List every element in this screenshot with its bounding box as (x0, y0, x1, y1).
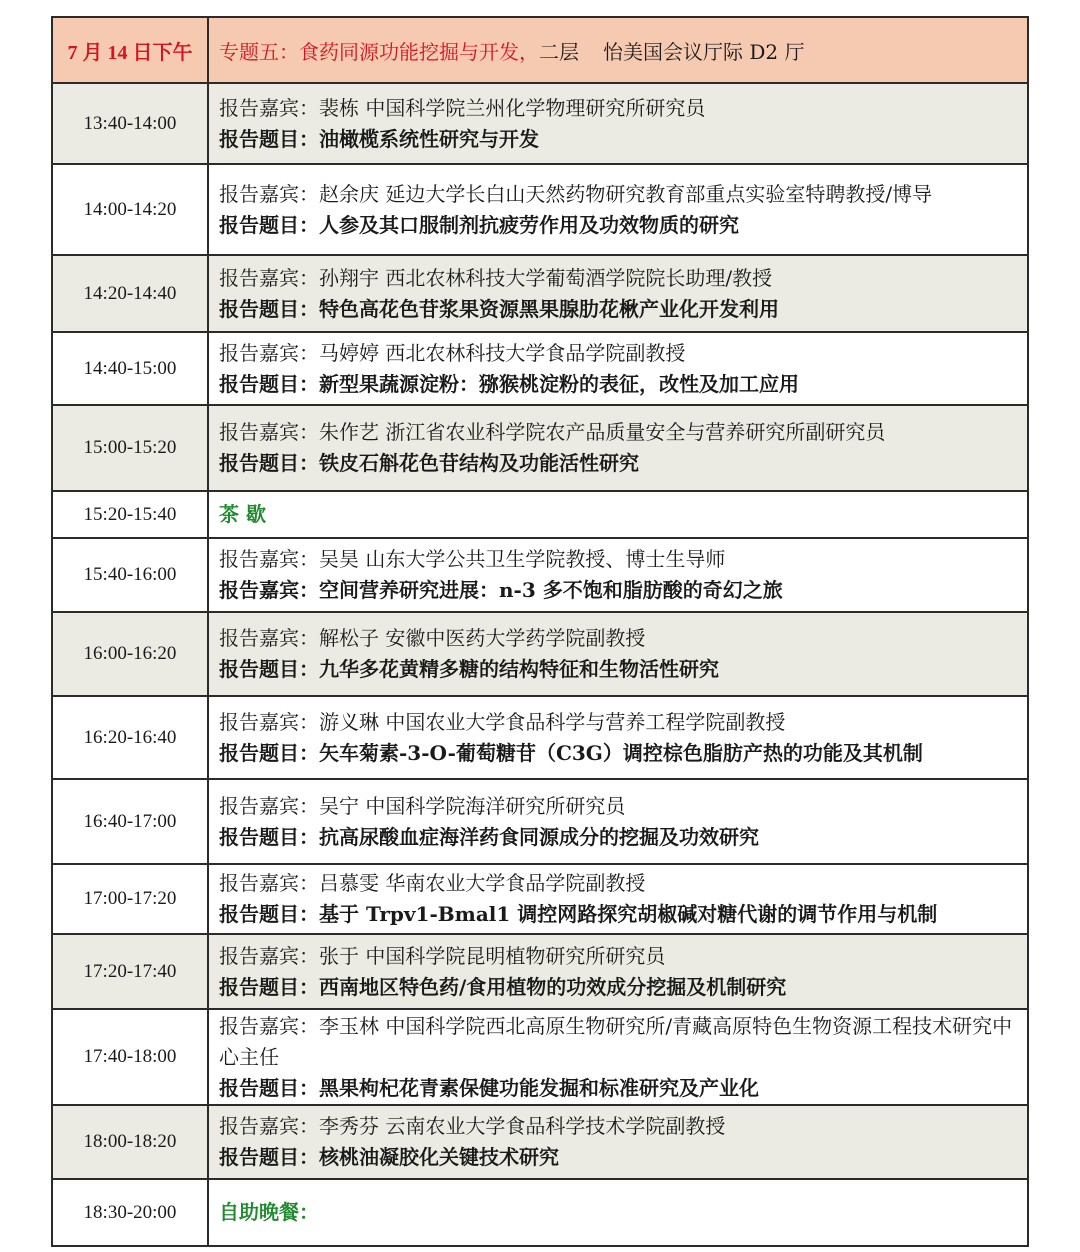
speaker-line: 报告嘉宾：孙翔宇 西北农林科技大学葡萄酒学院院长助理/教授 (219, 265, 773, 290)
talk-cell (208, 779, 1028, 864)
speaker-line: 报告嘉宾：吕慕雯 华南农业大学食品学院副教授 (219, 871, 646, 895)
time-slot: 16:40-17:00 (52, 779, 208, 864)
speaker-line: 报告嘉宾：解松子 安徽中医药大学药学院副教授 (219, 626, 646, 650)
time-slot: 17:00-17:20 (52, 864, 208, 934)
table-row (52, 255, 1028, 332)
talk-title: 报告题目：矢车菊素-3-O-葡萄糖苷（C3G）调控棕色脂肪产热的功能及其机制 (219, 740, 923, 765)
speaker-line: 报告嘉宾：吴昊 山东大学公共卫生学院教授、博士生导师 (219, 547, 726, 571)
time-slot: 14:40-15:00 (52, 332, 208, 405)
speaker-line: 报告嘉宾：朱作艺 浙江省农业科学院农产品质量安全与营养研究所副研究员 (219, 420, 886, 444)
break-row (52, 491, 1028, 538)
session-date: 7 月 14 日下午 (52, 17, 208, 83)
table-row (52, 83, 1028, 164)
talk-cell (208, 538, 1028, 612)
talk-title: 报告题目：人参及其口服制剂抗疲劳作用及功效物质的研究 (219, 212, 739, 237)
time-slot: 14:20-14:40 (52, 255, 208, 332)
talk-cell (208, 1105, 1028, 1179)
speaker-line: 报告嘉宾：张于 中国科学院昆明植物研究所研究员 (219, 943, 666, 968)
talk-cell (208, 696, 1028, 779)
session-topic-cell (208, 17, 1028, 83)
session-topic: 专题五：食药同源功能挖掘与开发， (219, 39, 539, 64)
talk-title: 报告题目：九华多花黄精多糖的结构特征和生物活性研究 (219, 657, 719, 681)
table-row (52, 779, 1028, 864)
speaker-line: 报告嘉宾：吴宁 中国科学院海洋研究所研究员 (219, 793, 626, 818)
table-row (52, 538, 1028, 612)
schedule-table (51, 16, 1029, 1247)
talk-cell (208, 405, 1028, 491)
table-row (52, 332, 1028, 405)
talk-title: 报告题目：特色高花色苷浆果资源黑果腺肋花楸产业化开发利用 (219, 296, 779, 321)
talk-cell (208, 83, 1028, 164)
talk-cell (208, 164, 1028, 255)
talk-title: 报告题目：抗高尿酸血症海洋药食同源成分的挖掘及功效研究 (219, 824, 759, 849)
session-venue: 怡美国会议厅际 D2 厅 (603, 39, 805, 64)
time-slot: 15:40-16:00 (52, 538, 208, 612)
talk-cell (208, 934, 1028, 1009)
speaker-line: 报告嘉宾：裴栋 中国科学院兰州化学物理研究所研究员 (219, 95, 706, 120)
talk-title: 报告题目：黑果枸杞花青素保健功能发掘和标准研究及产业化 (219, 1075, 759, 1100)
talk-title: 报告题目：油橄榄系统性研究与开发 (219, 126, 539, 151)
time-slot: 15:00-15:20 (52, 405, 208, 491)
talk-cell (208, 255, 1028, 332)
time-slot: 18:30-20:00 (52, 1179, 208, 1246)
talk-cell (208, 864, 1028, 934)
talk-title: 报告题目：西南地区特色药/食用植物的功效成分挖掘及机制研究 (219, 974, 787, 999)
talk-title: 报告题目：基于 Trpv1-Bmal1 调控网路探究胡椒碱对糖代谢的调节作用与机制 (219, 902, 938, 926)
table-row (52, 164, 1028, 255)
header-row (52, 17, 1028, 83)
time-slot: 14:00-14:20 (52, 164, 208, 255)
table-row (52, 696, 1028, 779)
time-slot: 16:00-16:20 (52, 612, 208, 696)
time-slot: 16:20-16:40 (52, 696, 208, 779)
time-slot: 17:40-18:00 (52, 1009, 208, 1105)
table-row (52, 934, 1028, 1009)
speaker-line: 报告嘉宾：赵余庆 延边大学长白山天然药物研究教育部重点实验室特聘教授/博导 (219, 181, 933, 206)
break-cell (208, 1179, 1028, 1246)
talk-cell (208, 332, 1028, 405)
break-row (52, 1179, 1028, 1246)
speaker-line: 报告嘉宾：游义琳 中国农业大学食品科学与营养工程学院副教授 (219, 709, 786, 734)
dinner-label: 自助晚餐： (219, 1200, 319, 1224)
speaker-line: 报告嘉宾：李秀芬 云南农业大学食品科学技术学院副教授 (219, 1114, 726, 1138)
table-row (52, 1009, 1028, 1105)
table-row (52, 405, 1028, 491)
time-slot: 13:40-14:00 (52, 83, 208, 164)
table-row (52, 864, 1028, 934)
table-row (52, 612, 1028, 696)
session-floor: 二层 (539, 39, 579, 64)
speaker-line: 报告嘉宾：马婷婷 西北农林科技大学食品学院副教授 (219, 340, 686, 365)
talk-title: 报告嘉宾：空间营养研究进展：n-3 多不饱和脂肪酸的奇幻之旅 (219, 578, 783, 602)
break-cell (208, 491, 1028, 538)
speaker-line: 报告嘉宾：李玉林 中国科学院西北高原生物研究所/青藏高原特色生物资源工程技术研究中心主任 (219, 1013, 1013, 1069)
table-row (52, 1105, 1028, 1179)
talk-cell (208, 612, 1028, 696)
time-slot: 18:00-18:20 (52, 1105, 208, 1179)
talk-title: 报告题目：新型果蔬源淀粉：猕猴桃淀粉的表征，改性及加工应用 (219, 371, 799, 396)
tea-break-label: 茶 歇 (219, 502, 266, 526)
talk-cell (208, 1009, 1028, 1105)
time-slot: 15:20-15:40 (52, 491, 208, 538)
talk-title: 报告题目：铁皮石斛花色苷结构及功能活性研究 (219, 451, 639, 475)
time-slot: 17:20-17:40 (52, 934, 208, 1009)
talk-title: 报告题目：核桃油凝胶化关键技术研究 (219, 1145, 559, 1169)
